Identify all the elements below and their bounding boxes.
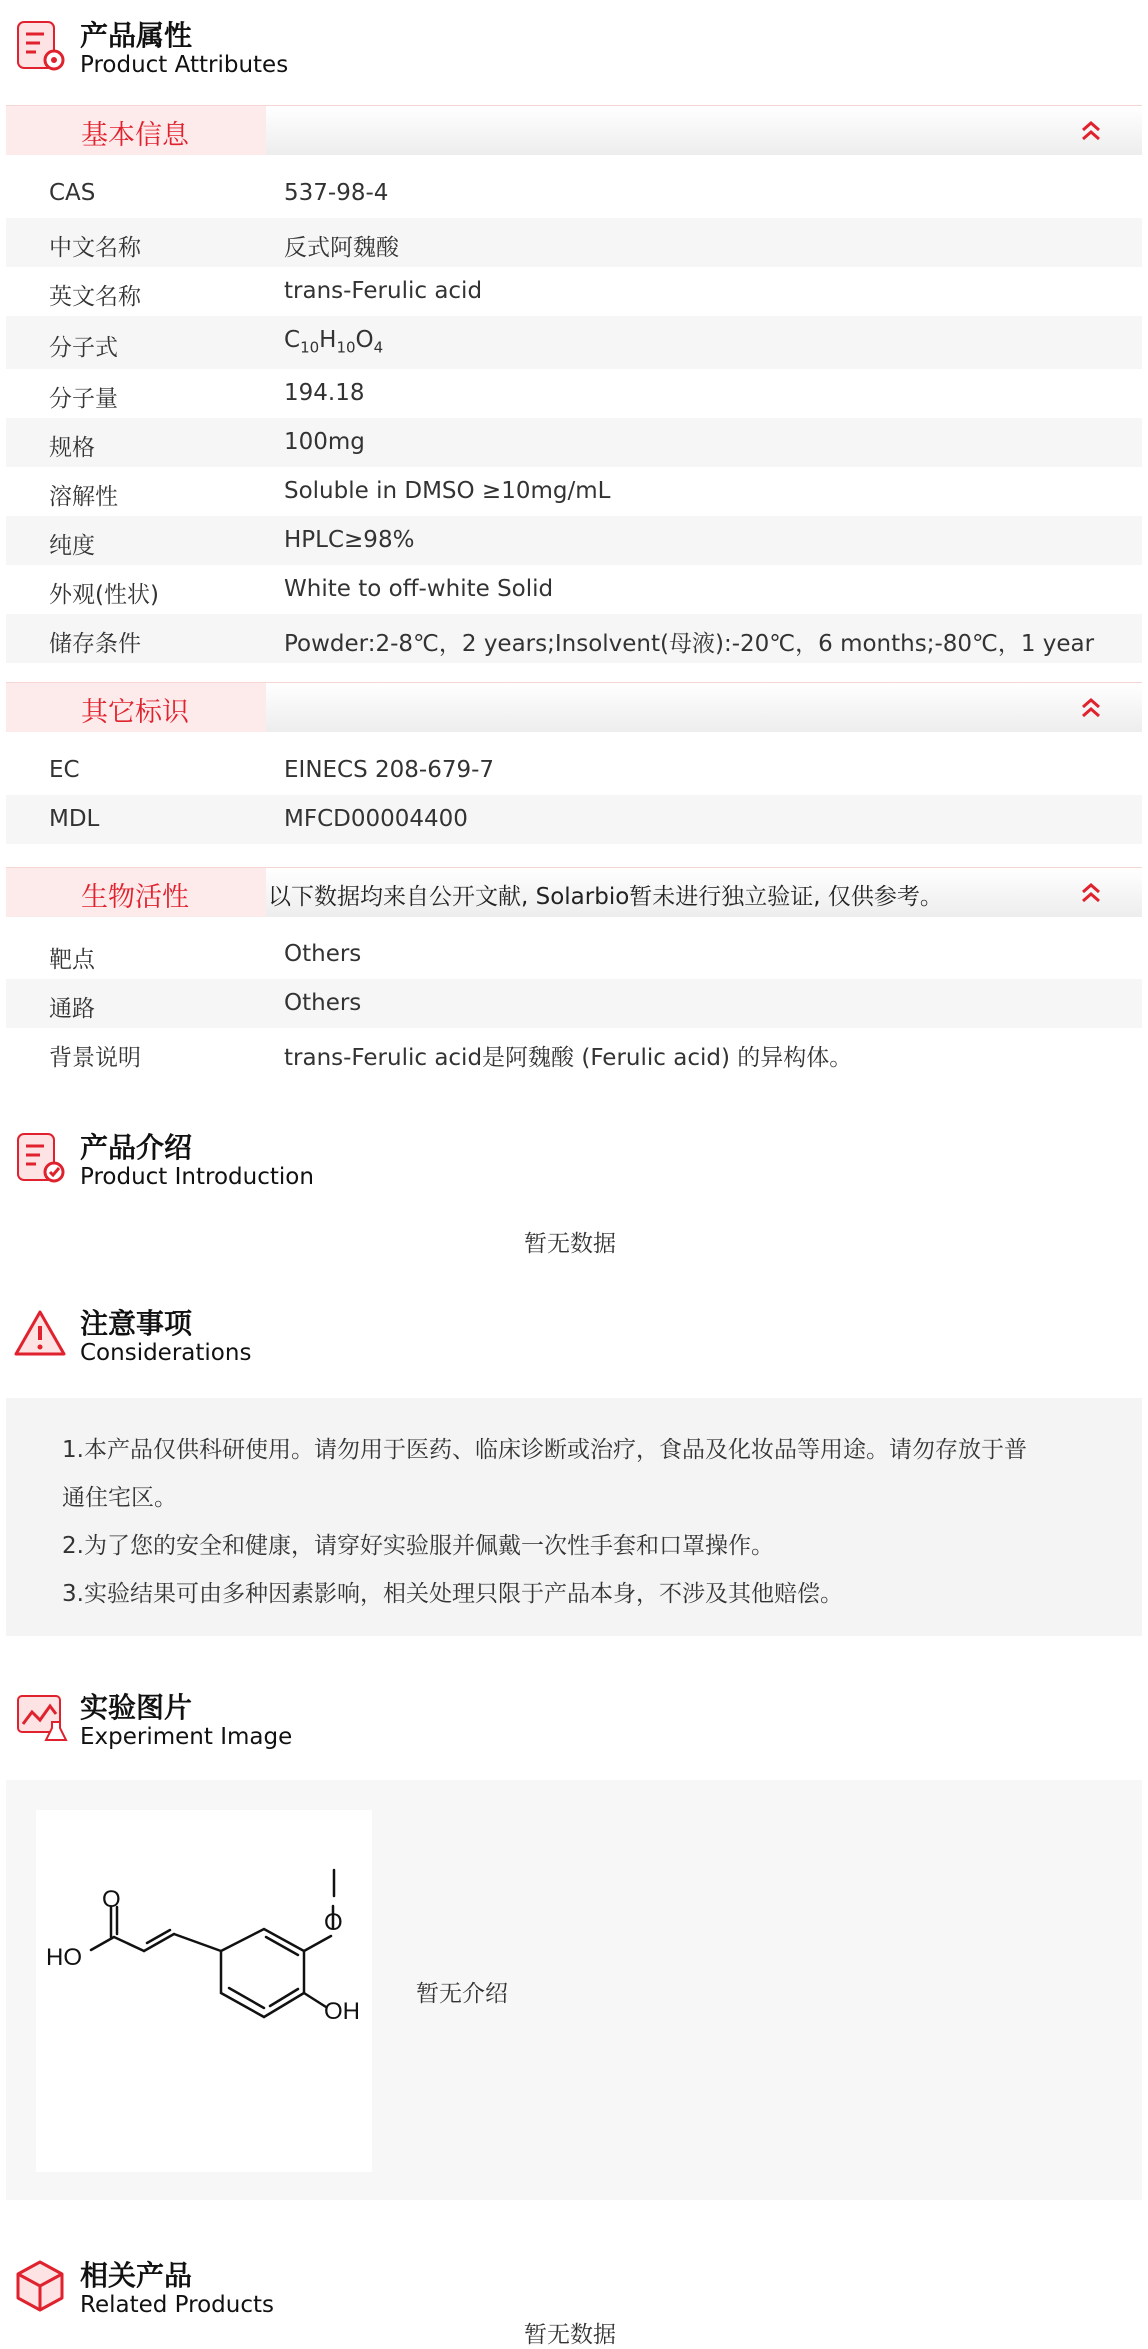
section-title-zh: 产品介绍 [80, 1131, 193, 1164]
row-value: Others [284, 990, 362, 1016]
table-row [6, 746, 1142, 795]
row-key: 溶解性 [49, 484, 118, 510]
section-title-zh: 注意事项 [80, 1307, 193, 1340]
table-row [6, 930, 1142, 979]
row-key: 纯度 [49, 533, 95, 559]
table-row [6, 267, 1142, 316]
row-value: White to off-white Solid [284, 576, 554, 602]
notice-line: 1.本产品仅供科研使用。请勿用于医药、临床诊断或治疗，食品及化妆品等用途。请勿存放于普 [62, 1437, 1027, 1463]
section-title-en: Considerations [80, 1340, 252, 1366]
document-gear-icon [14, 18, 70, 74]
basic-info-tab-label: 基本信息 [81, 120, 189, 151]
no-data-text: 暂无数据 [524, 2322, 616, 2348]
double-chevron-up-icon[interactable] [1078, 118, 1104, 144]
section-title-zh: 相关产品 [80, 2259, 193, 2292]
table-row [6, 218, 1142, 267]
considerations-box [6, 1398, 1142, 1636]
row-key: 分子量 [49, 386, 118, 412]
row-value: 反式阿魏酸 [284, 235, 399, 261]
other-identifiers-tab-label: 其它标识 [81, 697, 189, 728]
structure-image[interactable] [36, 1810, 372, 2172]
table-row [6, 795, 1142, 844]
row-value: HPLC≥98% [284, 527, 415, 553]
section-title-en: Product Attributes [80, 52, 289, 78]
table-row [6, 418, 1142, 467]
atom-label-oh: OH [324, 1998, 360, 2025]
other-identifiers-bar[interactable] [6, 682, 1142, 732]
section-title-en: Related Products [80, 2292, 274, 2318]
cube-icon [14, 2258, 70, 2314]
experiment-image-box [6, 1780, 1142, 2200]
notice-line: 通住宅区。 [62, 1485, 177, 1511]
row-value: 537-98-4 [284, 180, 389, 206]
table-row [6, 369, 1142, 418]
row-value: Soluble in DMSO ≥10mg/mL [284, 478, 611, 504]
bio-activity-tab [6, 868, 266, 917]
row-value: Powder:2-8℃，2 years;Insolvent(母液):-20℃，6 months;-80℃，1 year [284, 631, 1095, 657]
table-row [6, 614, 1142, 663]
row-value: trans-Ferulic acid [284, 278, 483, 304]
basic-info-table [6, 169, 1142, 663]
row-value: EINECS 208-679-7 [284, 757, 495, 783]
table-row [6, 516, 1142, 565]
bio-activity-tab-label: 生物活性 [81, 882, 189, 913]
row-value: Others [284, 941, 362, 967]
atom-label-o: O [324, 1909, 343, 1936]
notice-line: 2.为了您的安全和健康，请穿好实验服并佩戴一次性手套和口罩操作。 [62, 1533, 774, 1559]
section-title-zh: 产品属性 [80, 19, 193, 52]
row-value: MFCD00004400 [284, 806, 468, 832]
row-key: 外观(性状) [49, 582, 159, 608]
atom-label-ho: HO [46, 1944, 82, 1971]
basic-info-tab [6, 106, 266, 155]
row-key: CAS [49, 180, 96, 206]
row-key: 英文名称 [49, 284, 141, 310]
warning-triangle-icon [14, 1306, 70, 1362]
row-key: 通路 [49, 996, 95, 1022]
bio-activity-bar[interactable] [6, 867, 1142, 917]
document-check-icon [14, 1130, 70, 1186]
notice-line: 3.实验结果可由多种因素影响，相关处理只限于产品本身，不涉及其他赔偿。 [62, 1581, 843, 1607]
other-identifiers-table [6, 746, 1142, 844]
double-chevron-up-icon[interactable] [1078, 880, 1104, 906]
row-key: 分子式 [49, 335, 118, 361]
row-key: 规格 [49, 435, 95, 461]
bio-activity-table [6, 930, 1142, 1077]
row-key: EC [49, 757, 80, 783]
row-key: 储存条件 [49, 631, 141, 657]
row-value: trans-Ferulic acid是阿魏酸 (Ferulic acid) 的异构体。 [284, 1045, 853, 1071]
double-chevron-up-icon[interactable] [1078, 695, 1104, 721]
image-caption: 暂无介绍 [416, 1981, 508, 2007]
table-row [6, 169, 1142, 218]
section-title-en: Product Introduction [80, 1164, 314, 1190]
section-title-zh: 实验图片 [80, 1691, 193, 1724]
table-row [6, 316, 1142, 369]
row-value: 194.18 [284, 380, 365, 406]
row-key: 中文名称 [49, 235, 141, 261]
section-title-en: Experiment Image [80, 1724, 293, 1750]
table-row [6, 1028, 1142, 1077]
table-row [6, 565, 1142, 614]
other-identifiers-tab [6, 683, 266, 732]
no-data-text: 暂无数据 [524, 1231, 616, 1257]
atom-label-o: O [102, 1886, 121, 1913]
row-key: 背景说明 [49, 1045, 141, 1071]
row-value: 100mg [284, 429, 365, 455]
table-row [6, 467, 1142, 516]
chemical-structure-diagram [36, 1810, 372, 2172]
row-key: MDL [49, 806, 100, 832]
row-key: 靶点 [49, 947, 95, 973]
basic-info-bar[interactable] [6, 105, 1142, 155]
molecular-formula: $C_{10}H_{10}O_4$ [284, 327, 384, 357]
table-row [6, 979, 1142, 1028]
bio-activity-disclaimer: 以下数据均来自公开文献, Solarbio暂未进行独立验证, 仅供参考。 [268, 884, 943, 910]
image-flask-icon [14, 1690, 70, 1746]
